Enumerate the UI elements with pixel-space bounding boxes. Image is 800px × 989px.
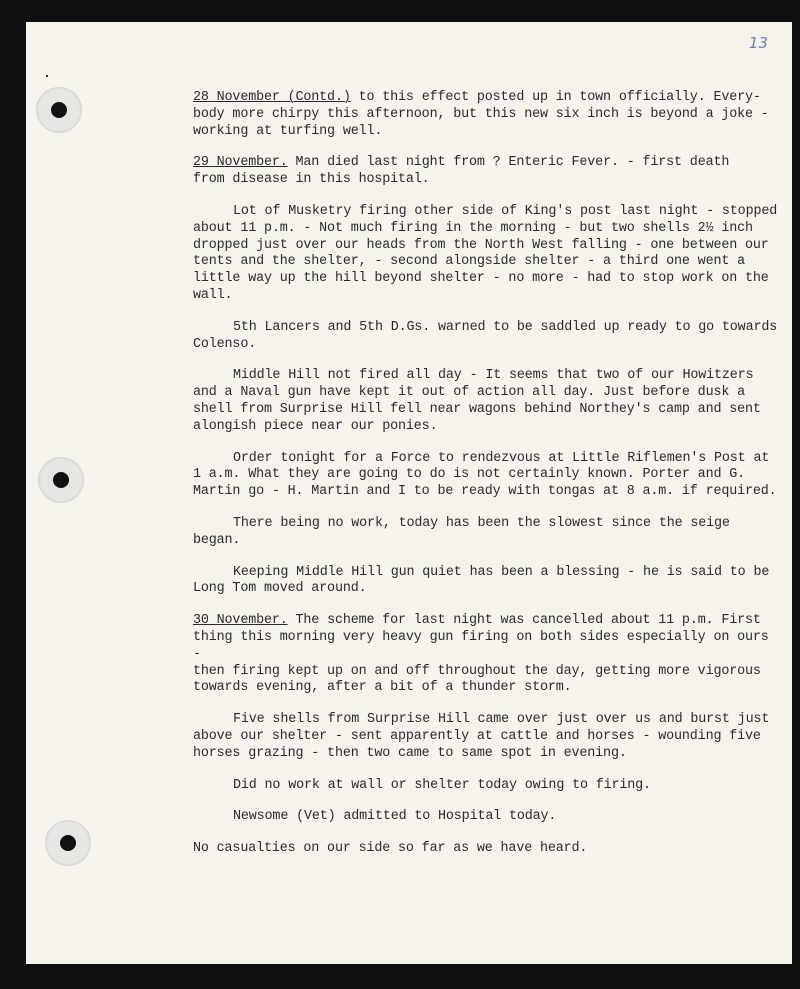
paragraph-did-no-work: Did no work at wall or shelter today owing to firing. [233, 777, 651, 793]
entry-28-november [193, 90, 778, 140]
document-page [26, 22, 792, 964]
punch-hole-middle [38, 457, 84, 503]
paragraph-no-casualties: No casualties on our side so far as we have heard. [193, 841, 588, 857]
entry-date: 28 November (Contd.) [193, 90, 351, 105]
entry-date: 29 November. [193, 155, 288, 171]
paragraph-musketry: Lot of Musketry firing other side of King's post last night - stopped about 11 p.m. - Not much firing in the morning - but two shells 2½ inch dropped just over our heads from the North West falling - one between our tents and the shelter, - second alongside shelter - a third one went a little way up the hill beyond shelter - no more - had to stop work on the wall. [193, 203, 778, 303]
entry-text: to this effect posted up in town officially. Every- body more chirpy this afternoon, but this new six inch is beyond a joke - working at turfing well. [193, 90, 769, 139]
paragraph-middle-hill: Middle Hill not fired all day - It seems that two of our Howitzers and a Naval gun have kept it out of action all day. Just before dusk a shell from Surprise Hill fell near wagons behind Northey's camp and sent alongish piece near our ponies. [193, 368, 761, 434]
punch-hole-top [36, 87, 82, 133]
paragraph-lancers: 5th Lancers and 5th D.Gs. warned to be saddled up ready to go towards Colenso. [193, 319, 778, 352]
punch-hole-bottom [45, 820, 91, 866]
entry-30-november [193, 613, 778, 697]
entry-text: Man died last night from ? Enteric Fever. - first death from disease in this hospital. [193, 155, 730, 188]
paragraph-five-shells: Five shells from Surprise Hill came over just over us and burst just above our shelter - sent apparently at cattle and horses - wounding five horses grazing - then two came to same spot in evening. [193, 712, 770, 761]
paragraph-newsome: Newsome (Vet) admitted to Hospital today. [233, 809, 557, 825]
page-number: 13 [748, 34, 768, 52]
paragraph-long-tom: Keeping Middle Hill gun quiet has been a blessing - he is said to be Long Tom moved around. [193, 564, 770, 597]
paragraph-no-work: There being no work, today has been the slowest since the seige began. [193, 515, 730, 548]
entry-29-november [193, 155, 778, 189]
margin-mark [46, 75, 48, 77]
diary-text [193, 90, 778, 873]
entry-text: The scheme for last night was cancelled about 11 p.m. First thing this morning very heavy gun firing on both sides especially on ours - then firing kept up on and off throughout the day, getting more vigorous towards evening, after a bit of a thunder storm. [193, 613, 769, 696]
entry-date: 30 November. [193, 613, 288, 629]
paragraph-order-tonight: Order tonight for a Force to rendezvous at Little Riflemen's Post at 1 a.m. What they are going to do is not certainly known. Porter and G. Martin go - H. Martin and I to be ready with tongas at 8 a.m. if required. [193, 450, 777, 500]
